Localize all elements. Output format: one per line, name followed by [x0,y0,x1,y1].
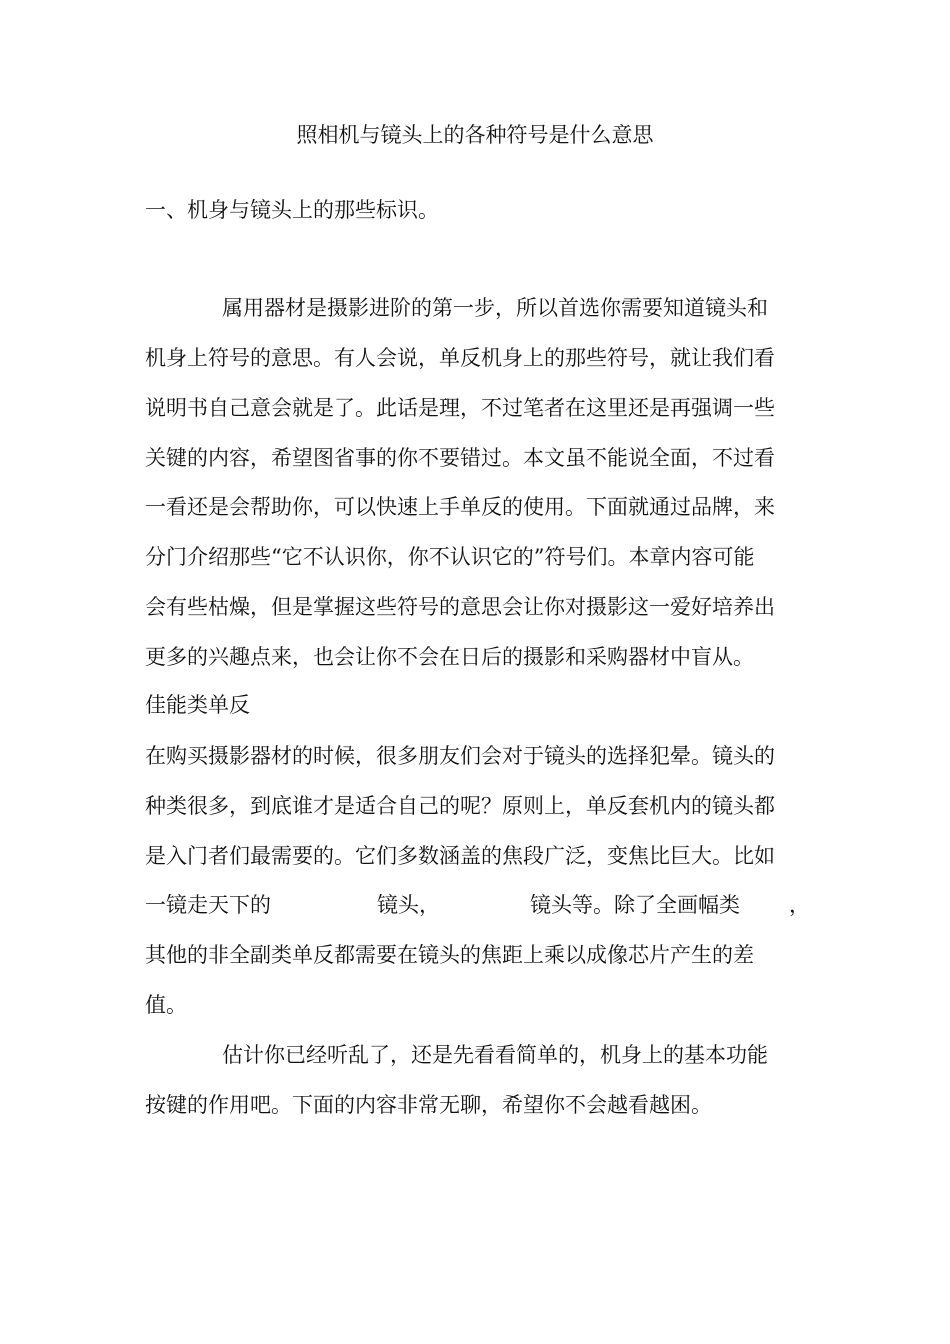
paragraph-line: 更多的兴趣点来，也会让你不会在日后的摄影和采购器材中盲从。 [145,645,754,669]
paragraph-line: 关键的内容，希望图省事的你不要错过。本文虽不能说全面，不过看 [145,446,775,470]
text-segment: 镜头等。除了全画幅类 [530,893,740,917]
text-segment: 镜头， [377,893,440,917]
paragraph-line: 估计你已经听乱了，还是先看看简单的，机身上的基本功能 [222,1043,768,1067]
paragraph-line: 说明书自己意会就是了。此话是理，不过笔者在这里还是再强调一些 [145,396,775,420]
paragraph-line: 是入门者们最需要的。它们多数涵盖的焦段广泛，变焦比巨大。比如 [145,844,775,868]
paragraph-line: 按键的作用吧。下面的内容非常无聊，希望你不会越看越困。 [145,1093,712,1117]
subheading: 佳能类单反 [145,693,250,717]
text-segment: ， [789,893,810,917]
document-title: 照相机与镜头上的各种符号是什么意思 [296,123,654,147]
paragraph-line: 机身上符号的意思。有人会说，单反机身上的那些符号，就让我们看 [145,346,775,370]
paragraph-line: 会有些枯燥，但是掌握这些符号的意思会让你对摄影这一爱好培养出 [145,595,775,619]
paragraph-line: 分门介绍那些“它不认识你，你不认识它的”符号们。本章内容可能 [145,545,755,569]
paragraph-line: 值。 [145,993,187,1017]
paragraph-line: 属用器材是摄影进阶的第一步，所以首选你需要知道镜头和 [222,296,768,320]
paragraph-line: 在购买摄影器材的时候，很多朋友们会对于镜头的选择犯晕。镜头的 [145,744,775,768]
paragraph-line: 其他的非全副类单反都需要在镜头的焦距上乘以成像芯片产生的差 [145,943,754,967]
paragraph-line: 种类很多，到底谁才是适合自己的呢？原则上，单反套机内的镜头都 [145,794,775,818]
section-heading: 一、机身与镜头上的那些标识。 [145,198,439,222]
paragraph-line-with-gaps [145,890,810,920]
text-segment: 一镜走天下的 [145,893,271,917]
paragraph-line: 一看还是会帮助你，可以快速上手单反的使用。下面就通过品牌，来 [145,495,775,519]
